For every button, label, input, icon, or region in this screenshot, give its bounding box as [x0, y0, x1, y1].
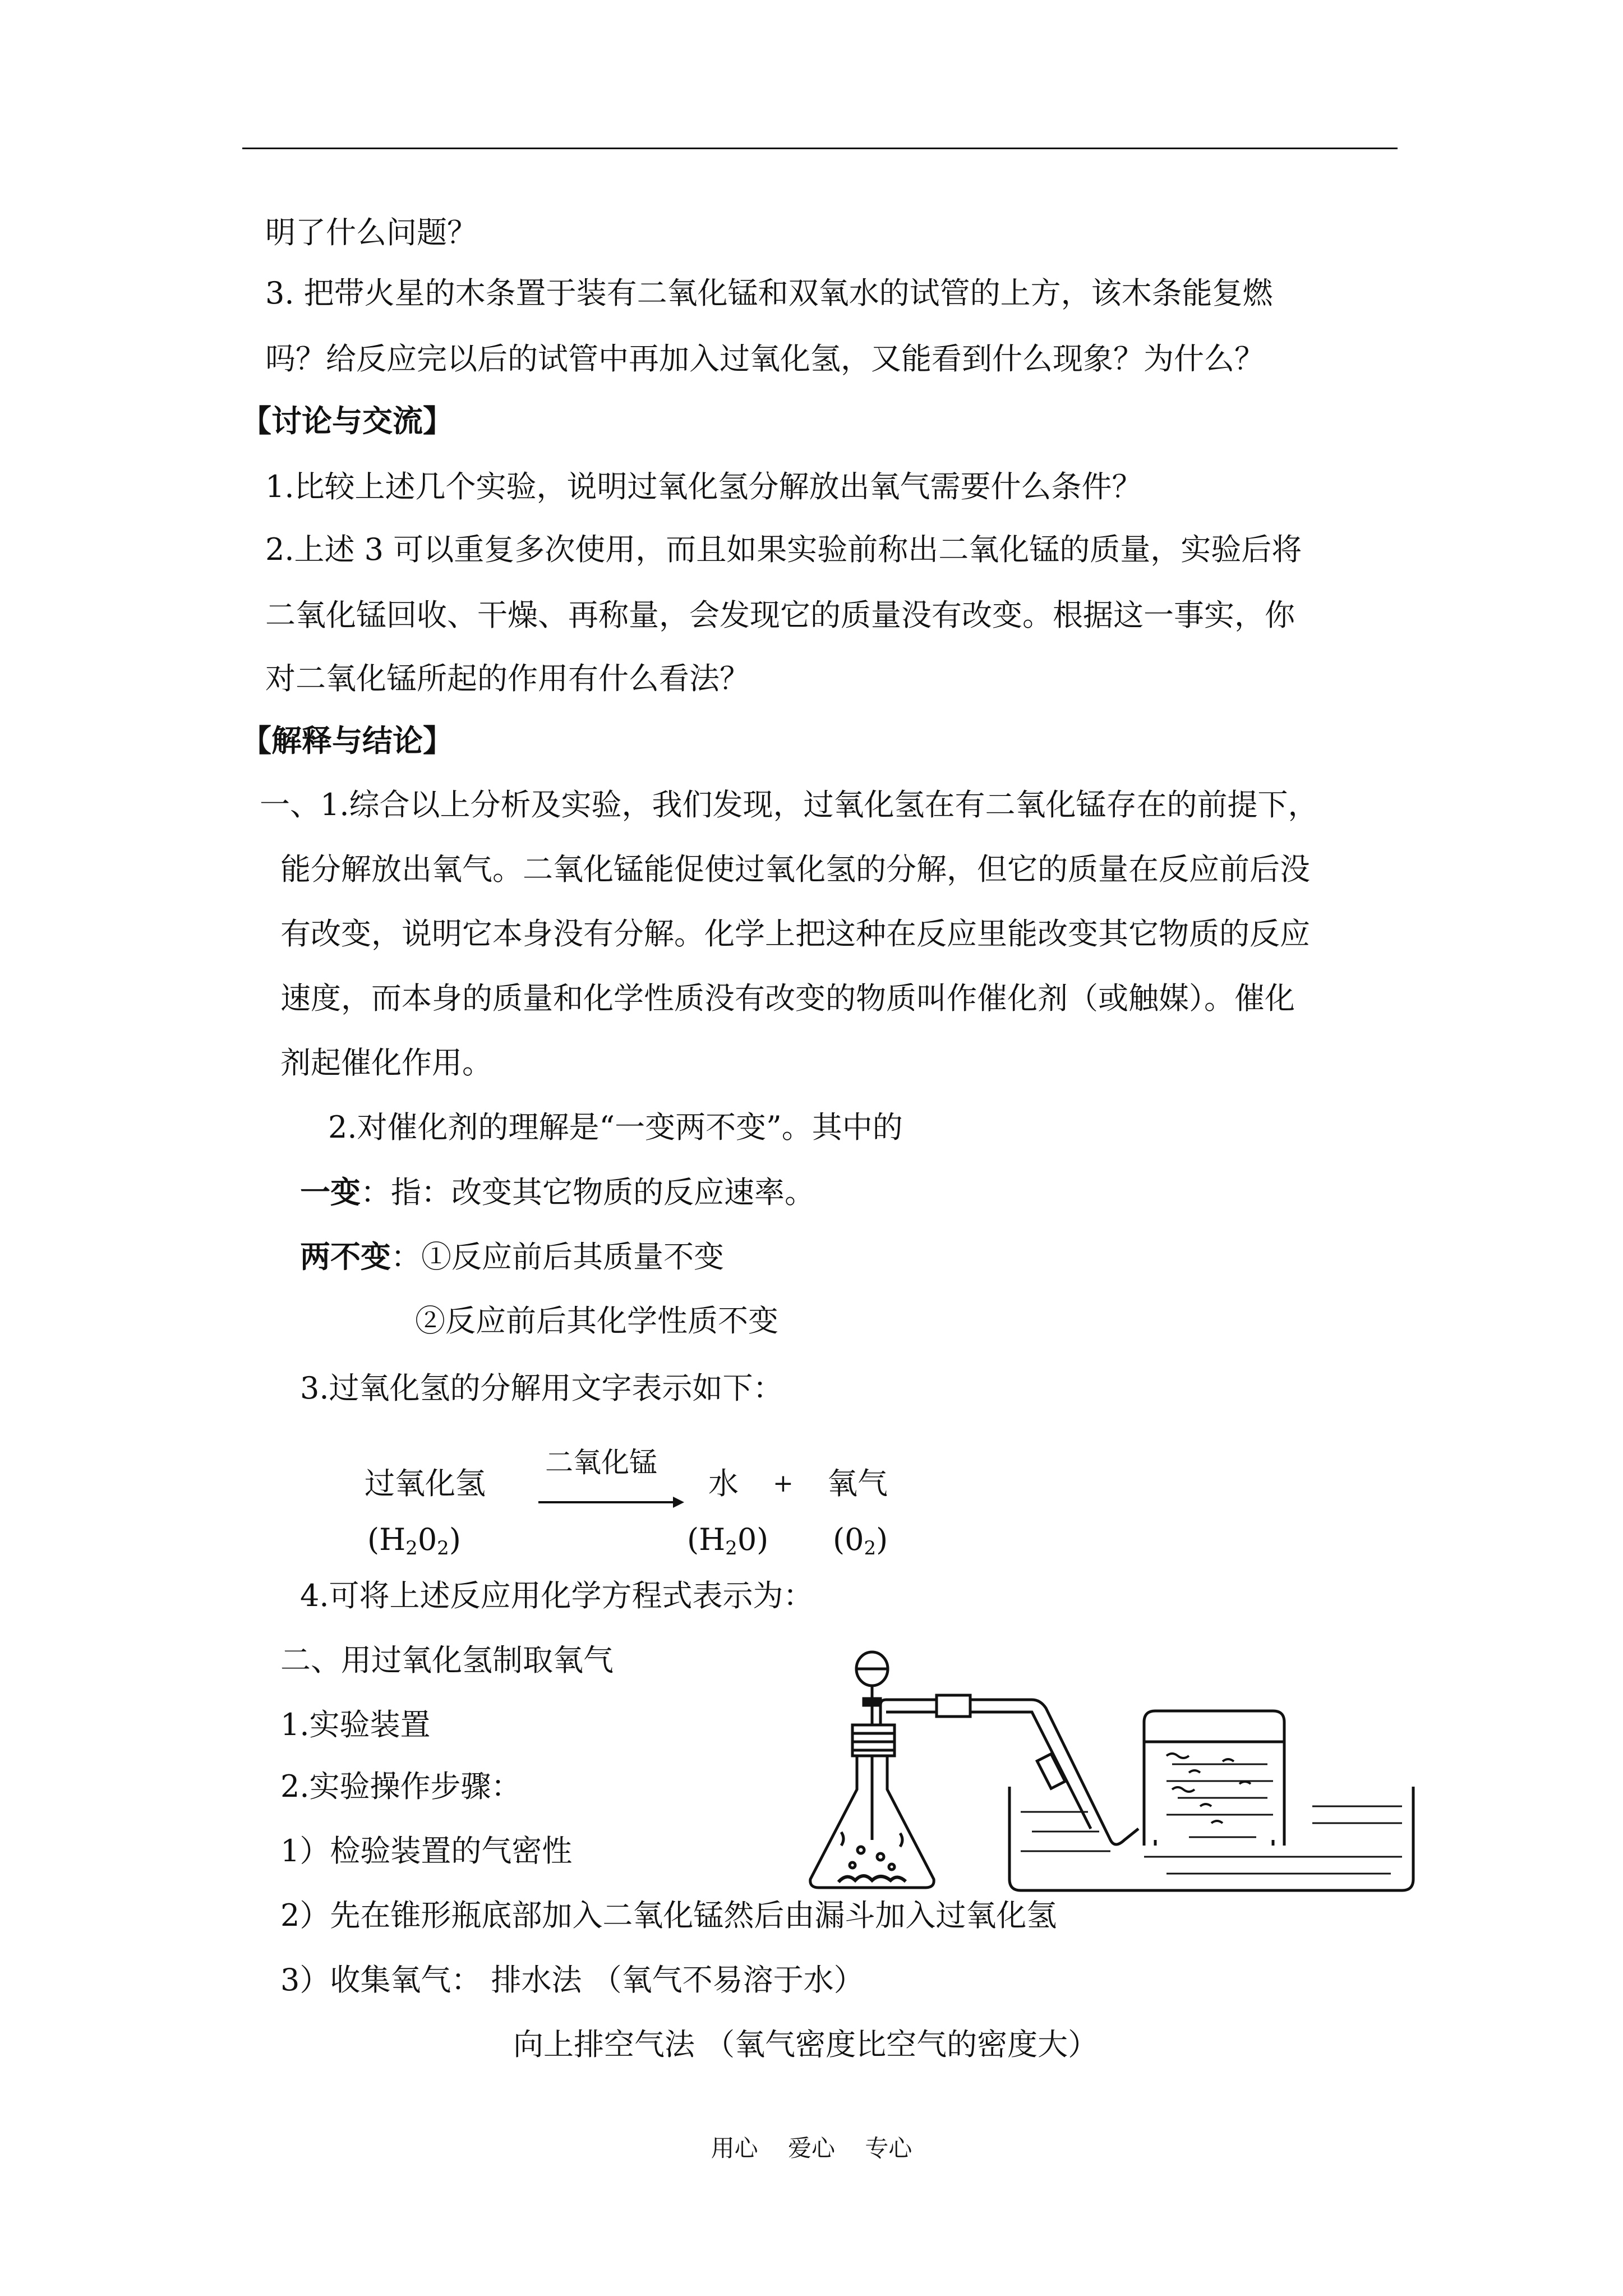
text-line: 2.上述 3 可以重复多次使用，而且如果实验前称出二氧化锰的质量，实验后将: [265, 532, 1302, 567]
text-line: 剂起催化作用。: [280, 1045, 492, 1080]
definition-text: ：指：改变其它物质的反应速率。: [361, 1175, 815, 1210]
formula-hydrogen-peroxide: $(H_20_2)$: [367, 1522, 461, 1559]
text-line: 二、用过氧化氢制取氧气: [280, 1642, 614, 1678]
text-line: 有改变，说明它本身没有分解。化学上把这种在反应里能改变其它物质的反应: [280, 916, 1310, 951]
definition-line: [300, 1172, 815, 1212]
text-line: 1.实验装置: [280, 1707, 431, 1742]
text-line: 吗？给反应完以后的试管中再加入过氧化氢，又能看到什么现象？为什么？: [265, 341, 1265, 376]
section-heading-discussion: 【讨论与交流】: [241, 403, 453, 439]
reaction-product-oxygen: 氧气: [827, 1466, 888, 1501]
text-line: 明了什么问题？: [265, 215, 477, 250]
text-line: 对二氧化锰所起的作用有什么看法？: [265, 661, 750, 696]
reaction-arrow-icon: [538, 1494, 684, 1511]
text-line: 2.实验操作步骤：: [280, 1769, 522, 1804]
text-line: 4.可将上述反应用化学方程式表示为：: [300, 1578, 814, 1613]
text-line: 3.过氧化氢的分解用文字表示如下：: [300, 1370, 783, 1406]
oxygen-apparatus-illustration: [808, 1644, 1419, 1902]
reaction-product-water: 水: [708, 1466, 739, 1501]
text-line: 2.对催化剂的理解是“一变两不变”。其中的: [328, 1110, 903, 1145]
reaction-reactant: 过氧化氢: [365, 1466, 486, 1501]
formula-oxygen: $(0_2)$: [833, 1522, 888, 1559]
definition-text: ：①反应前后其质量不变: [391, 1239, 724, 1274]
text-line: 1.比较上述几个实验，说明过氧化氢分解放出氧气需要什么条件？: [265, 469, 1142, 504]
text-line: 3）收集氧气： 排水法 （氧气不易溶于水）: [280, 1962, 864, 1998]
text-line: 二氧化锰回收、干燥、再称量，会发现它的质量没有改变。根据这一事实，你: [265, 597, 1295, 633]
text-line: 速度，而本身的质量和化学性质没有改变的物质叫作催化剂（或触媒）。催化: [280, 981, 1295, 1016]
text-line: 1）检验装置的气密性: [280, 1833, 573, 1869]
reaction-catalyst: 二氧化锰: [545, 1446, 657, 1479]
bold-term: 一变: [300, 1174, 361, 1210]
reaction-plus: +: [773, 1469, 794, 1498]
page-footer: 用心 爱心 专心: [711, 2134, 912, 2162]
text-line: 2）先在锥形瓶底部加入二氧化锰然后由漏斗加入过氧化氢: [280, 1898, 1057, 1933]
text-line: ②反应前后其化学性质不变: [415, 1303, 778, 1338]
text-line: 向上排空气法 （氧气密度比空气的密度大）: [513, 2027, 1099, 2062]
text-line: 3. 把带火星的木条置于装有二氧化锰和双氧水的试管的上方，该木条能复燃: [265, 275, 1273, 311]
formula-water: $(H_20)$: [687, 1522, 769, 1559]
bold-term: 两不变: [300, 1239, 391, 1274]
header-rule: [242, 148, 1398, 149]
section-heading-explanation: 【解释与结论】: [241, 723, 453, 758]
text-line: 一、1.综合以上分析及实验，我们发现，过氧化氢在有二氧化锰存在的前提下，: [260, 787, 1318, 822]
definition-line: [300, 1237, 724, 1277]
text-line: 能分解放出氧气。二氧化锰能促使过氧化氢的分解，但它的质量在反应前后没: [280, 852, 1310, 887]
